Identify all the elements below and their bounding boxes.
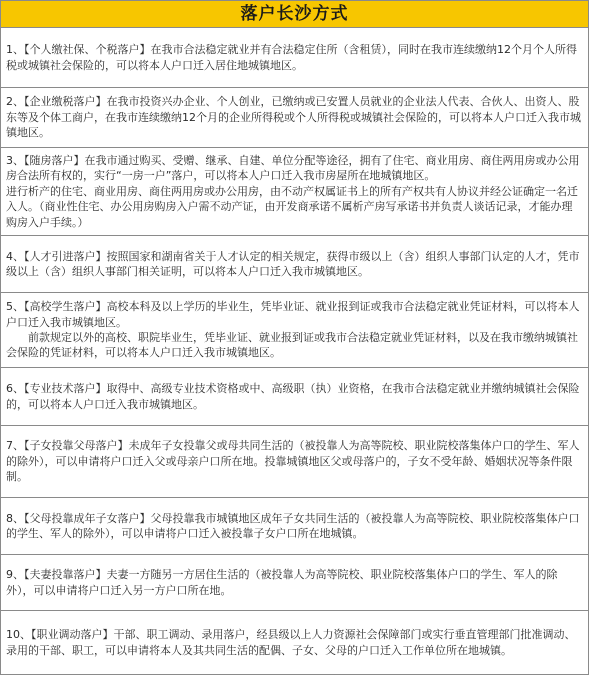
row-text: 2、【企业缴税落户】在我市投资兴办企业、个人创业，已缴纳或已安置人员就业的企业法人代表、合伙人、出资人、股东等及个体工商户，在我市连续缴纳12个月的企业所得税或个人所得税或城镇社会保险的，可以将本人户口迁入我市城镇地区。 (6, 95, 581, 140)
table-row (1, 368, 588, 426)
row-text: 4、【人才引进落户】按照国家和湖南省关于人才认定的相关规定，获得市级以上（含）组织人事部门认定的人才，凭市级以上（含）组织人事部门相关证明，可以将本人户口迁入我市城镇地区。 (6, 249, 580, 278)
table-row (1, 611, 588, 674)
table-row (1, 88, 588, 148)
table-title: 落户长沙方式 (1, 1, 588, 28)
table-row (1, 236, 588, 293)
table-row (1, 28, 588, 88)
row-text: 8、【父母投靠成年子女落户】父母投靠我市城镇地区成年子女共同生活的（被投靠人为高等院校、职业院校落集体户口的学生、军人的除外），可以申请将户口迁入被投靠子女户口所在地城镇。 (6, 511, 580, 540)
table-row (1, 555, 588, 611)
table-row (1, 293, 588, 368)
row-text: 3、【随房落户】在我市通过购买、受赠、继承、自建、单位分配等途径，拥有了住宅、商业用房、商住两用房或办公用房合法所有权的，实行“一房一户”落户，可以将本人户口迁入我市房屋所在地城镇地区。 (6, 153, 580, 183)
row-text: 6、【专业技术落户】取得中、高级专业技术资格或中、高级职（执）业资格，在我市合法稳定就业并缴纳城镇社会保险的，可以将本人户口迁入我市城镇地区。 (6, 382, 580, 411)
table-row (1, 426, 588, 498)
row-text: 10、【职业调动落户】干部、职工调动、录用落户，经县级以上人力资源社会保障部门或实行垂直管理部门批准调动、录用的干部、职工，可以申请将本人及其共同生活的配偶、子女、父母的户口迁入工作单位所在地城镇。 (6, 628, 576, 657)
row-text: 5、【高校学生落户】高校本科及以上学历的毕业生，凭毕业证、就业报到证或我市合法稳定就业凭证材料，可以将本人户口迁入我市城镇地区。 (6, 300, 580, 329)
row-text: 1、【个人缴社保、个税落户】在我市合法稳定就业并有合法稳定住所（含租赁），同时在我市连续缴纳12个月个人所得税或城镇社会保险的，可以将本人户口迁入居住地城镇地区。 (6, 43, 577, 72)
row-text: 进行析产的住宅、商业用房、商住两用房或办公用房，由不动产权属证书上的所有产权共有人协议并经公证确定一名迁入人。（商业性住宅、办公用房购房入户需不动产证，由开发商承诺不属析产房写承诺书并负责人谈话记录，才能办理购房入户手续。） (6, 184, 578, 229)
row-text: 9、【夫妻投靠落户】夫妻一方随另一方居住生活的（被投靠人为高等院校、职业院校落集体户口的学生、军人的除外），可以申请将户口迁入另一方户口所在地。 (6, 568, 558, 597)
row-text: 7、【子女投靠父母落户】未成年子女投靠父或母共同生活的（被投靠人为高等院校、职业院校落集体户口的学生、军人的除外），可以申请将户口迁入父或母亲户口所在地。投靠城镇地区父或母落户的，子女不受年龄、婚姻状况等条件限制。 (6, 439, 580, 484)
table-row (1, 148, 588, 236)
row-text: 前款规定以外的高校、职院毕业生，凭毕业证、就业报到证或我市合法稳定就业凭证材料，以及在我市缴纳城镇社会保险的凭证材料，可以将本人户口迁入我市城镇地区。 (6, 331, 578, 360)
table-row (1, 498, 588, 555)
